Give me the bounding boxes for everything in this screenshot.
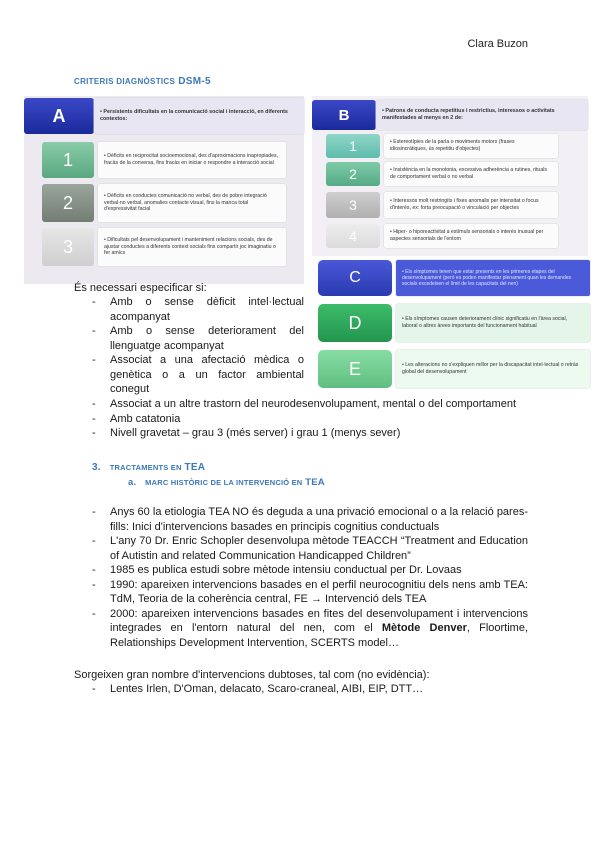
criterion-a1-label: 1 (42, 142, 94, 178)
criterion-b2-text: • Insistència en la monotonia, excessiva adherència a rutines, rituals de comportament verbal o no verbal (384, 162, 558, 186)
criterion-a3-row (42, 228, 286, 266)
criterion-a-label: A (24, 98, 94, 134)
section-3a-heading (128, 477, 325, 488)
criterion-a-row (24, 98, 304, 134)
criterion-b2-label: 2 (326, 162, 380, 186)
specify-title: És necessari especificar si: (74, 282, 207, 294)
criterion-b4-text: • Hiper- o hiporeactivitat a estímuls sensorials o interès inusual per aspectes sensorials de l'entorn (384, 224, 558, 248)
criterion-b-text: • Patrons de conducta repetitius i restrictius, interessos o activitats manifestades al menys en 2 de: (376, 100, 588, 130)
criterion-b3-label: 3 (326, 192, 380, 218)
criterion-b-row (312, 100, 588, 130)
dsm-heading-main: CRITERIS DIAGNÒSTICS (74, 77, 176, 86)
list-item: - Lentes Irlen, D'Oman, delacato, Scaro-craneal, AIBI, EIP, DTT… (92, 682, 528, 697)
list-item: - Amb o sense deteriorament del llenguatge acompanyat (92, 324, 304, 353)
criterion-b2-row (326, 162, 558, 186)
criterion-b3-row (326, 192, 558, 218)
dubious-list (92, 682, 528, 697)
section-title-suffix: TEA (184, 462, 206, 473)
criterion-c-text: • Els símptomes tenen que estar presents en les primeres etapes del desenvolupament (però es poden manifestar plenament quan les demandes socials excedeixen el límit de les capacitats del nen) (396, 260, 590, 296)
specify-list-narrow (92, 295, 304, 397)
criteria-a-infographic (24, 96, 304, 284)
criterion-a3-text: • Dificultats pel desenvolupament i manteniment relacions socials, des de ajustar conductes a diferents context socials fins compartir joc imaginatiu o fer amics (98, 228, 286, 266)
history-list (92, 505, 528, 650)
criterion-b4-row (326, 224, 558, 248)
list-item: - Amb o sense dèficit intel·lectual acompanyat (92, 295, 304, 324)
list-item: - Anys 60 la etiologia TEA NO és deguda a una privació emocional o a la relació pares-fills: Inici d'intervencions basades en principis cognitius conductuals (92, 505, 528, 534)
list-item: - 1990: apareixen intervencions basades en el perfil neurocognitiu dels nens amb TEA: TdM, Teoria de la coherència central, FE → Intervenció dels TEA (92, 578, 528, 607)
criterion-c-label: C (318, 260, 392, 296)
criterion-a1-row (42, 142, 286, 178)
list-item (92, 607, 528, 651)
criterion-b1-text: • Estereotípies de la parla o moviments motors (frases idiosincràtiques, ús repetitiu d'objectes) (384, 134, 558, 158)
denver-method: Mètode Denver (381, 622, 467, 634)
criterion-b4-label: 4 (326, 224, 380, 248)
criteria-b-infographic (312, 96, 588, 256)
subsection-letter: a. (128, 477, 137, 488)
dsm-heading-suffix: DSM-5 (178, 76, 211, 87)
history-2000-text: 2000: apareixen intervencions basades en fites del desenvolupament i intervencions integrades en l'entorn natural del nen, com el (110, 607, 528, 634)
criterion-c-row (318, 260, 590, 296)
list-item: - Associat a un altre trastorn del neurodesenvolupament, mental o del comportament (92, 397, 532, 412)
dsm-heading (74, 76, 211, 87)
criterion-a2-text: • Dèficits en conductes comunicació no verbal, des de pobre integració verbal-no verbal, anomalies contacte visual, fins la manca total d'expressivitat facial (98, 184, 286, 222)
dubious-title: Sorgeixen gran nombre d'intervencions dubtoses, tal com (no evidència): (74, 669, 430, 681)
list-item: - Nivell gravetat – grau 3 (més server) i grau 1 (menys sever) (92, 426, 532, 441)
specify-list-wide (92, 397, 532, 441)
criterion-a-text: • Persistents dificultats en la comunicació social i interacció, en diferents contextos: (94, 98, 304, 134)
history-2000-text-end: , Floortime, Relationships Development Intervention, SCERTS model… (110, 622, 528, 649)
section-number: 3. (92, 462, 101, 473)
criterion-a2-label: 2 (42, 184, 94, 222)
list-item: - Associat a una afectació mèdica o genètica o a un factor ambiental conegut (92, 353, 304, 397)
criterion-d-label: D (318, 304, 392, 342)
criterion-e-text: • Les alteracions no s'expliquen millor per la discapacitat intel·lectual o retràs global del desenvolupament (396, 350, 590, 388)
list-item: - Amb catatonia (92, 412, 532, 427)
criterion-e-row (318, 350, 590, 388)
criterion-a3-label: 3 (42, 228, 94, 266)
criterion-b1-label: 1 (326, 134, 380, 158)
criterion-b1-row (326, 134, 558, 158)
subsection-title-suffix: TEA (305, 477, 325, 488)
criterion-b3-text: • Interessos molt restringits i fixes anomalis per intensitat o focus d'interès, ex: forta preocupació o vinculació per objectes (384, 192, 558, 218)
criterion-b-label: B (312, 100, 376, 130)
list-item: - 1985 es publica estudi sobre mètode intensiu conductual per Dr. Lovaas (92, 563, 528, 578)
criterion-d-row (318, 304, 590, 342)
criterion-d-text: • Els símptomes causen deteriorament clínic significatiu en l'àrea social, laboral o altres àrees importants del funcionament habitual (396, 304, 590, 342)
criterion-e-label: E (318, 350, 392, 388)
subsection-title: MARC HISTÒRIC DE LA INTERVENCIÓ EN (145, 478, 303, 487)
criterion-a2-row (42, 184, 286, 222)
criterion-a1-text: • Dèficits en reciprocitat socioemocional, des d'aproximacions inapropiades, fracàs de la conversa, fins fracàs en iniciar o respondre a interacció social (98, 142, 286, 178)
list-item: - L'any 70 Dr. Enric Schopler desenvolupa mètode TEACCH “Treatment and Education of Autistin and related Communication Handicapped Children” (92, 534, 528, 563)
section-title: TRACTAMENTS EN (109, 463, 182, 472)
author-name: Clara Buzon (467, 38, 528, 50)
section-3-heading (92, 462, 205, 473)
